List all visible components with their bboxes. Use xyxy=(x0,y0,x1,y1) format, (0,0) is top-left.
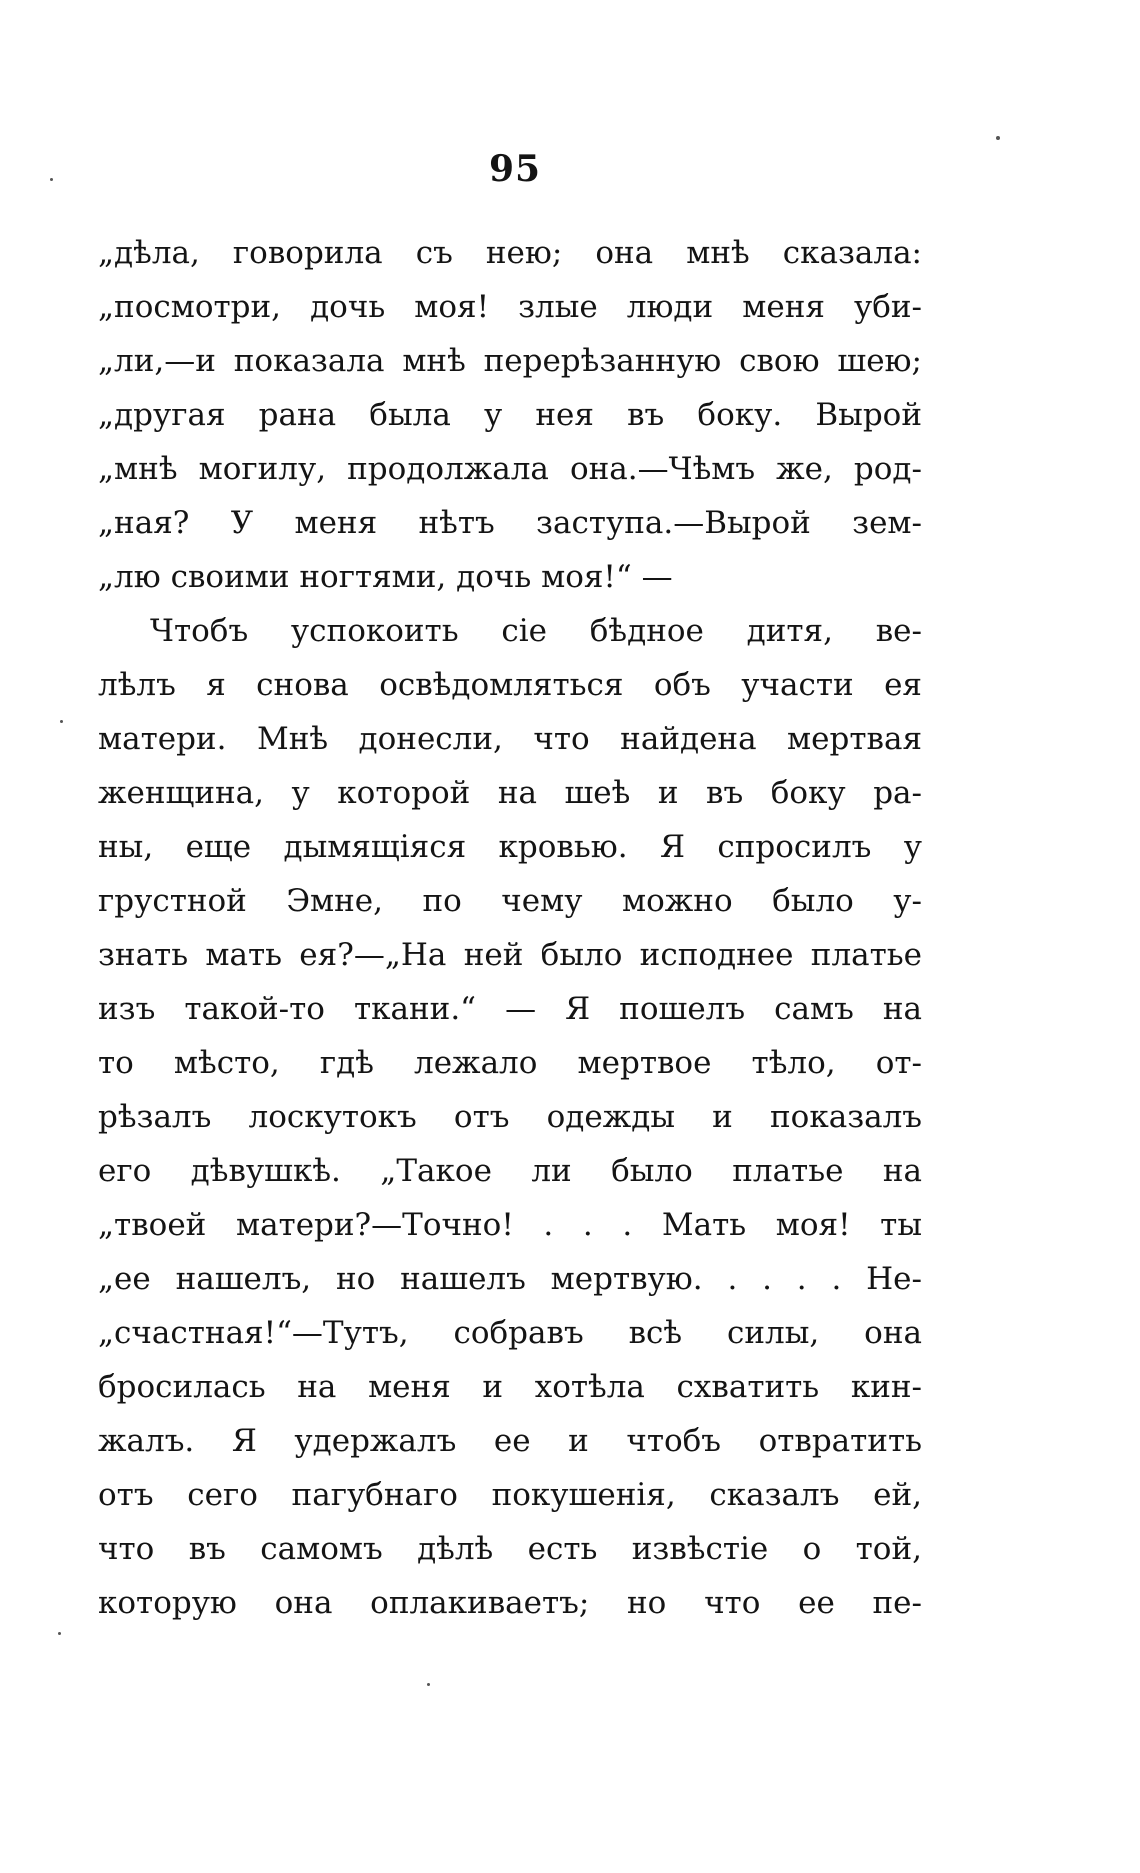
text-line: „лю своими ногтями, дочь моя!“ — xyxy=(98,559,673,595)
page-number: 95 xyxy=(488,148,542,190)
text-line: отъ сего пагубнаго покушенія, сказалъ ей, xyxy=(98,1477,922,1513)
scan-speck xyxy=(427,1683,430,1686)
text-line: „дѣла, говорила съ нею; она мнѣ сказала: xyxy=(98,235,922,271)
text-line: изъ такой-то ткани.“ — Я пошелъ самъ на xyxy=(98,991,922,1027)
scan-speck xyxy=(60,720,63,723)
text-line: матери. Мнѣ донесли, что найдена мертвая xyxy=(98,721,922,757)
text-line: грустной Эмне, по чему можно было у- xyxy=(98,883,922,919)
text-line: „счастная!“—Тутъ, собравъ всѣ силы, она xyxy=(98,1315,922,1351)
text-line: бросилась на меня и хотѣла схватить кин- xyxy=(98,1369,922,1405)
paragraph-first-line: Чтобъ успокоить сіе бѣдное дитя, ве- xyxy=(150,613,922,649)
text-line: его дѣвушкѣ. „Такое ли было платье на xyxy=(98,1153,922,1189)
text-line: „мнѣ могилу, продолжала она.—Чѣмъ же, род- xyxy=(98,451,922,487)
text-line: „ее нашелъ, но нашелъ мертвую. . . . . Не- xyxy=(98,1261,922,1297)
scan-speck xyxy=(996,136,1000,140)
text-line: „ли,—и показала мнѣ перерѣзанную свою шею; xyxy=(98,343,922,379)
text-line: жалъ. Я удержалъ ее и чтобъ отвратить xyxy=(98,1423,922,1459)
text-line: что въ самомъ дѣлѣ есть извѣстіе о той, xyxy=(98,1531,922,1567)
text-line: „посмотри, дочь моя! злые люди меня уби- xyxy=(98,289,922,325)
text-line: женщина, у которой на шеѣ и въ боку ра- xyxy=(98,775,922,811)
scan-speck xyxy=(58,1632,61,1635)
text-line: „твоей матери?—Точно! . . . Мать моя! ты xyxy=(98,1207,922,1243)
text-line: которую она оплакиваетъ; но что ее пе- xyxy=(98,1585,922,1621)
body-text xyxy=(98,226,922,1630)
text-line: лѣлъ я снова освѣдомляться объ участи ея xyxy=(98,667,922,703)
text-line: „другая рана была у нея въ боку. Вырой xyxy=(98,397,922,433)
text-line: „ная? У меня нѣтъ заступа.—Вырой зем- xyxy=(98,505,922,541)
text-line: ны, еще дымящіяся кровью. Я спросилъ у xyxy=(98,829,922,865)
text-line: рѣзалъ лоскутокъ отъ одежды и показалъ xyxy=(98,1099,922,1135)
text-line: то мѣсто, гдѣ лежало мертвое тѣло, от- xyxy=(98,1045,922,1081)
scan-speck xyxy=(50,178,53,181)
text-line: знать мать ея?—„На ней было исподнее платье xyxy=(98,937,922,973)
